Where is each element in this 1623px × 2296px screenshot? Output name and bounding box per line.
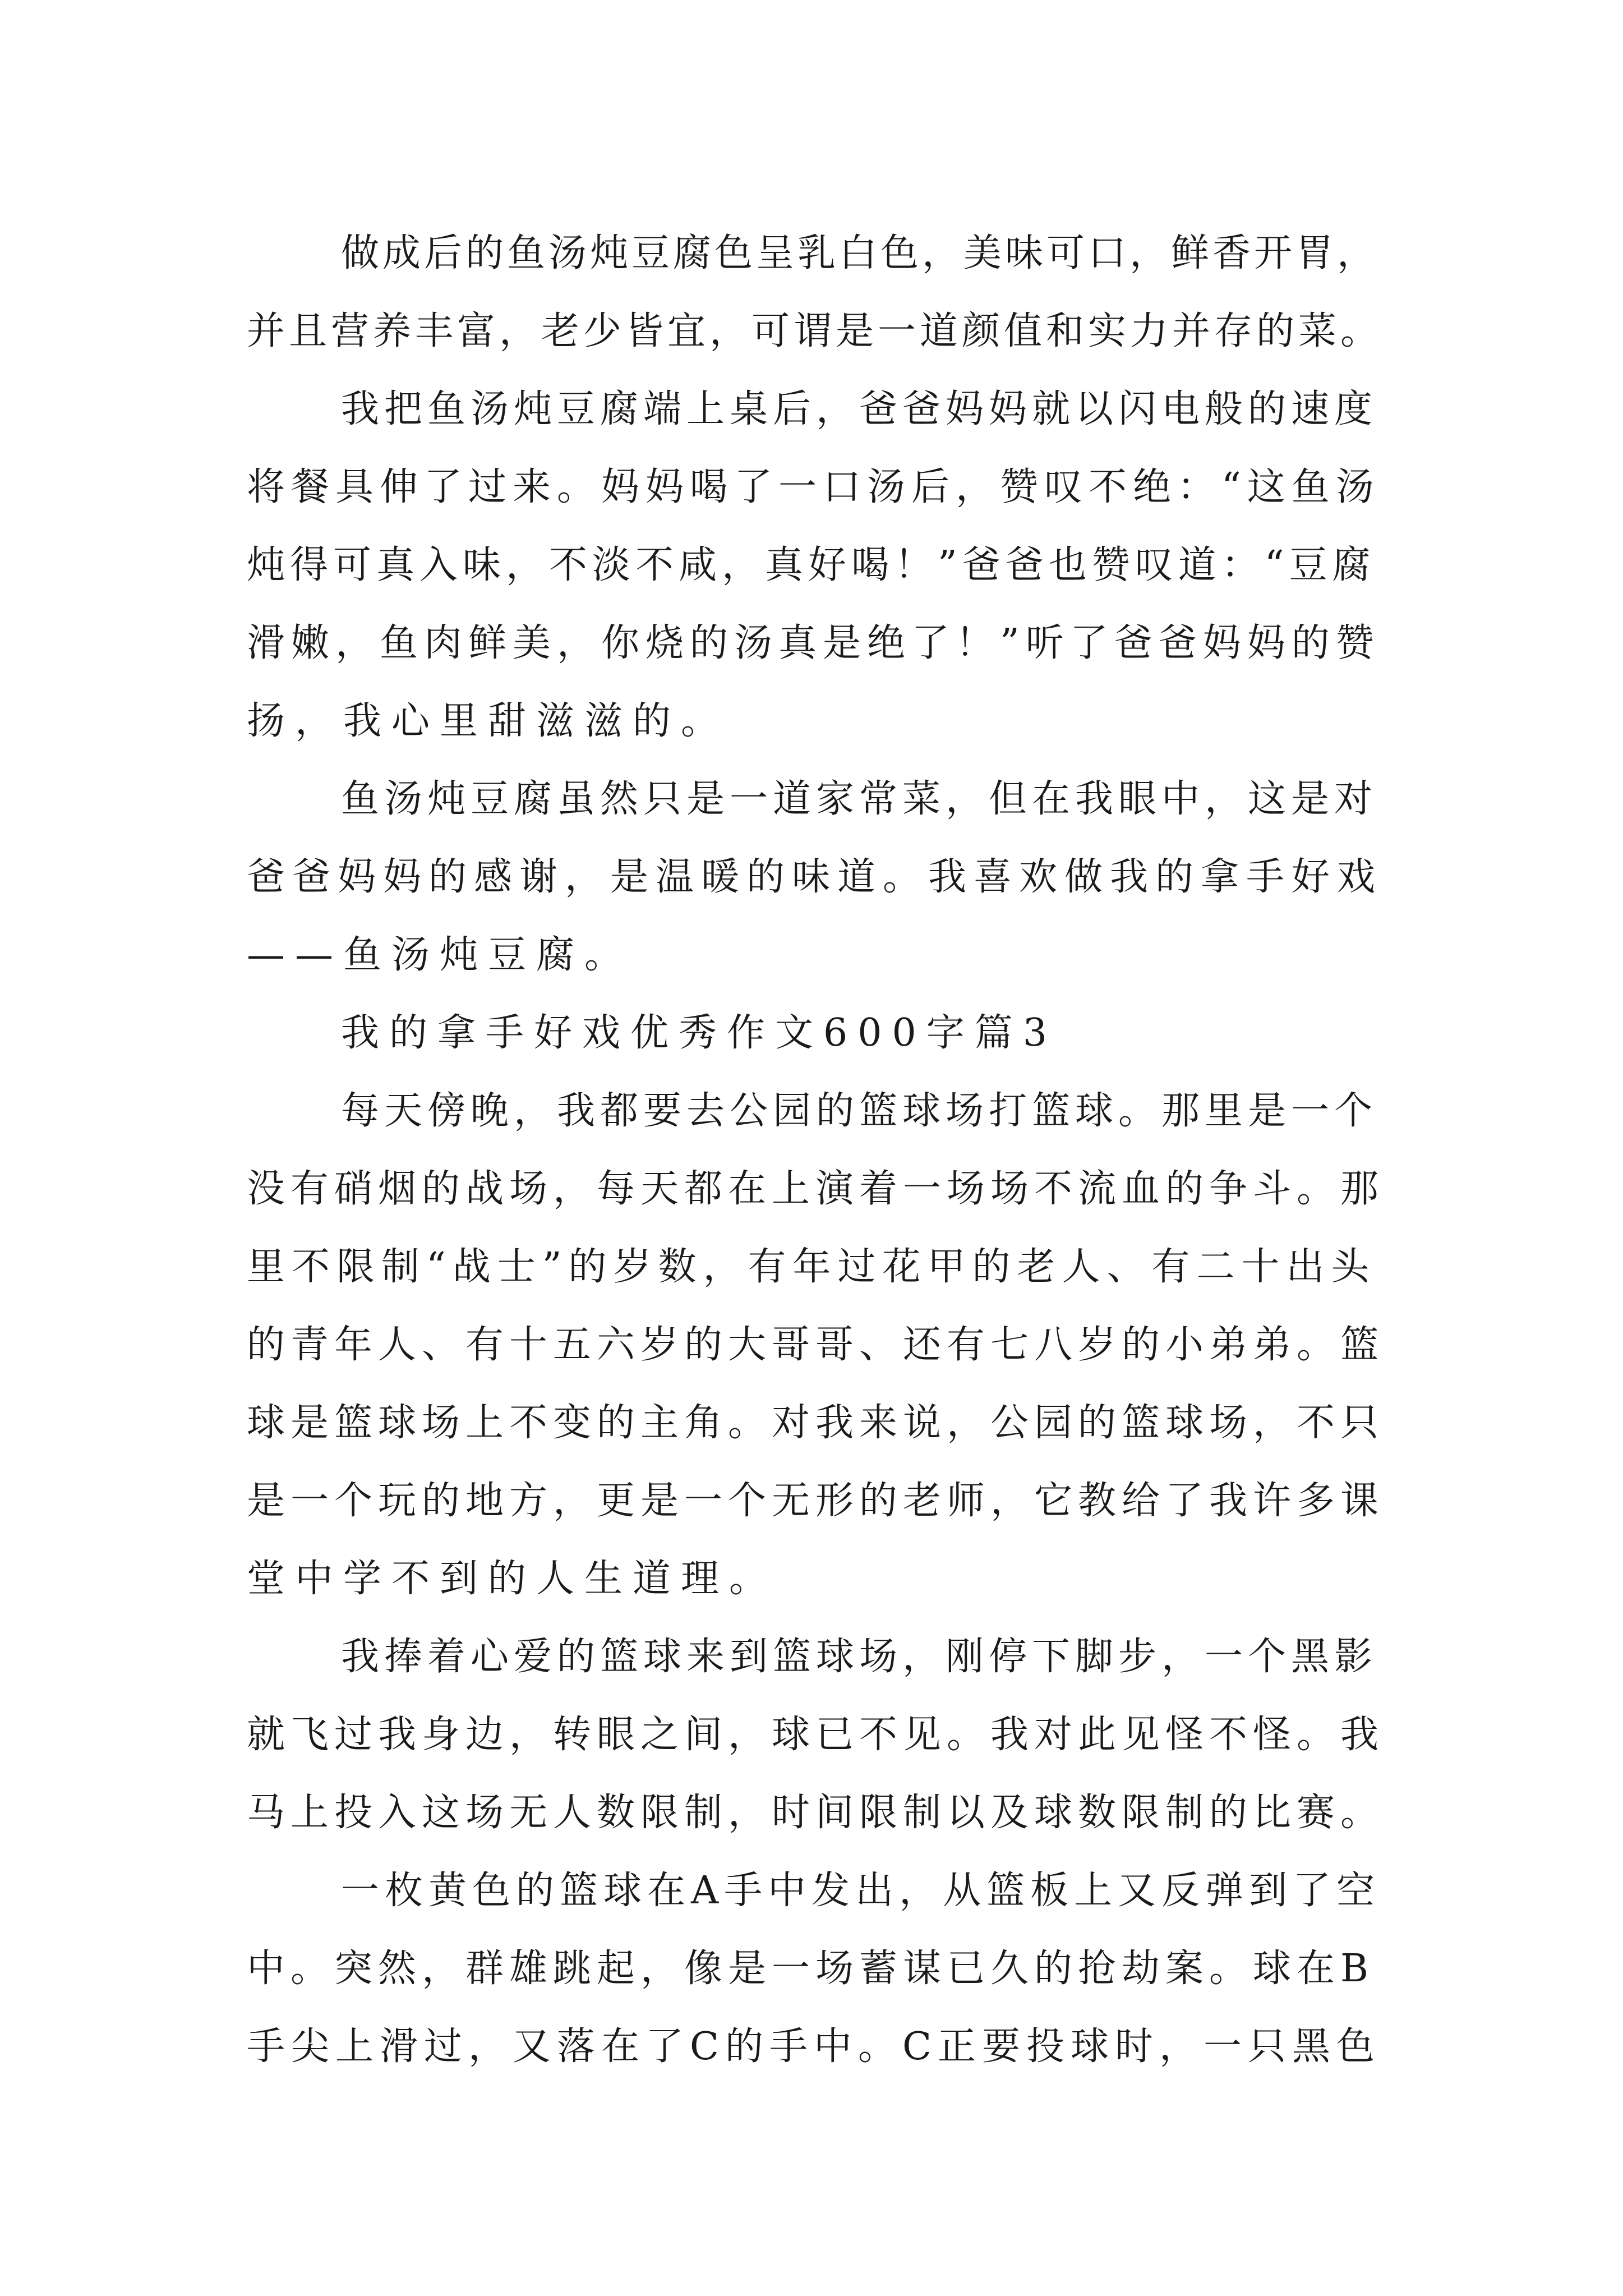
text-line: 没有硝烟的战场，每天都在上演着一场场不流血的争斗。那	[247, 1167, 1385, 1211]
text-line: 将餐具伸了过来。妈妈喝了一口汤后，赞叹不绝：“这鱼汤	[247, 465, 1380, 509]
text-line: ——鱼汤炖豆腐。	[247, 933, 633, 977]
text-line: 炖得可真入味，不淡不咸，真好喝！”爸爸也赞叹道：“豆腐	[247, 543, 1376, 587]
section-heading: 我的拿手好戏优秀作文600字篇3	[341, 1011, 1058, 1055]
text-line: 鱼汤炖豆腐虽然只是一道家常菜，但在我眼中，这是对	[341, 777, 1378, 821]
text-line: 扬，我心里甜滋滋的。	[247, 699, 730, 743]
text-line: 球是篮球场上不变的主角。对我来说，公园的篮球场，不只	[247, 1401, 1385, 1445]
text-line: 的青年人、有十五六岁的大哥哥、还有七八岁的小弟弟。篮	[247, 1323, 1385, 1367]
text-line: 中。突然，群雄跳起，像是一场蓄谋已久的抢劫案。球在B	[247, 1947, 1374, 1991]
text-line: 堂中学不到的人生道理。	[247, 1557, 778, 1601]
text-line: 一枚黄色的篮球在A手中发出，从篮板上又反弹到了空	[341, 1869, 1381, 1913]
essay-text	[247, 214, 1385, 2086]
text-line: 是一个玩的地方，更是一个无形的老师，它教给了我许多课	[247, 1479, 1385, 1523]
text-line: 马上投入这场无人数限制，时间限制以及球数限制的比赛。	[247, 1791, 1385, 1835]
text-line: 爸爸妈妈的感谢，是温暖的味道。我喜欢做我的拿手好戏	[247, 855, 1383, 899]
text-line: 滑嫩，鱼肉鲜美，你烧的汤真是绝了！”听了爸爸妈妈的赞	[247, 621, 1380, 665]
text-line: 手尖上滑过，又落在了C的手中。C正要投球时，一只黑色	[247, 2024, 1381, 2069]
text-line: 我捧着心爱的篮球来到篮球场，刚停下脚步，一个黑影	[341, 1635, 1378, 1679]
text-line: 并且营养丰富，老少皆宜，可谓是一道颜值和实力并存的菜。	[247, 309, 1383, 353]
text-line: 每天傍晚，我都要去公园的篮球场打篮球。那里是一个	[341, 1089, 1378, 1133]
text-line: 里不限制“战士”的岁数，有年过花甲的老人、有二十出头	[247, 1245, 1376, 1289]
text-line: 做成后的鱼汤炖豆腐色呈乳白色，美味可口，鲜香开胃，	[341, 231, 1379, 275]
text-line: 就飞过我身边，转眼之间，球已不见。我对此见怪不怪。我	[247, 1713, 1385, 1757]
text-line: 我把鱼汤炖豆腐端上桌后，爸爸妈妈就以闪电般的速度	[341, 387, 1378, 431]
